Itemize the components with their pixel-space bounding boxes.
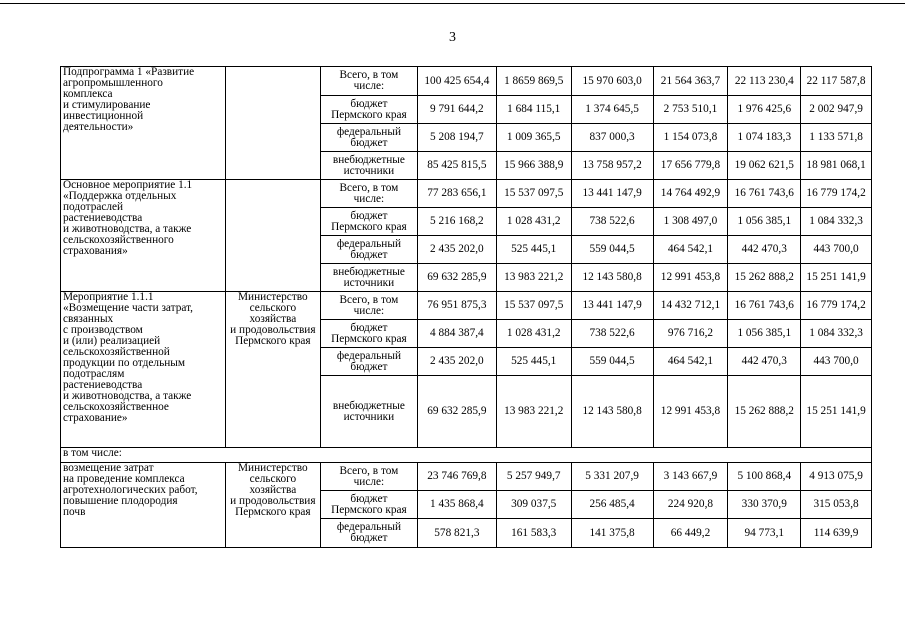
value-cell: 21 564 363,7: [653, 67, 728, 96]
funding-source-cell: федеральный бюджет: [320, 236, 417, 264]
funding-source-cell: внебюджетные источники: [320, 376, 417, 448]
value-cell: 69 632 285,9: [417, 376, 496, 448]
value-cell: 15 966 388,9: [496, 152, 571, 180]
item-name-cell: Подпрограмма 1 «Развитие агропромышленного комплекса и стимулирование инвестиционной деятельности»: [61, 67, 226, 180]
value-cell: 22 113 230,4: [728, 67, 801, 96]
value-cell: 1 154 073,8: [653, 124, 728, 152]
value-cell: 976 716,2: [653, 320, 728, 348]
value-cell: 2 753 510,1: [653, 96, 728, 124]
table-row: [61, 180, 872, 208]
executor-cell: [225, 180, 320, 292]
value-cell: 443 700,0: [801, 348, 872, 376]
value-cell: 161 583,3: [496, 519, 571, 548]
value-cell: 1 976 425,6: [728, 96, 801, 124]
value-cell: 16 761 743,6: [728, 180, 801, 208]
value-cell: 309 037,5: [496, 491, 571, 519]
value-cell: 85 425 815,5: [417, 152, 496, 180]
value-cell: 1 028 431,2: [496, 320, 571, 348]
value-cell: 14 764 492,9: [653, 180, 728, 208]
value-cell: 224 920,8: [653, 491, 728, 519]
value-cell: 578 821,3: [417, 519, 496, 548]
value-cell: 464 542,1: [653, 236, 728, 264]
value-cell: 23 746 769,8: [417, 463, 496, 491]
value-cell: 443 700,0: [801, 236, 872, 264]
value-cell: 16 779 174,2: [801, 292, 872, 320]
including-row: [61, 448, 872, 463]
executor-cell: [225, 67, 320, 180]
value-cell: 1 074 183,3: [728, 124, 801, 152]
value-cell: 2 002 947,9: [801, 96, 872, 124]
value-cell: 464 542,1: [653, 348, 728, 376]
value-cell: 9 791 644,2: [417, 96, 496, 124]
value-cell: 442 470,3: [728, 236, 801, 264]
value-cell: 12 143 580,8: [571, 264, 653, 292]
value-cell: 22 117 587,8: [801, 67, 872, 96]
value-cell: 2 435 202,0: [417, 348, 496, 376]
value-cell: 738 522,6: [571, 208, 653, 236]
value-cell: 1 084 332,3: [801, 208, 872, 236]
value-cell: 141 375,8: [571, 519, 653, 548]
value-cell: 2 435 202,0: [417, 236, 496, 264]
value-cell: 13 983 221,2: [496, 264, 571, 292]
value-cell: 5 257 949,7: [496, 463, 571, 491]
value-cell: 13 983 221,2: [496, 376, 571, 448]
value-cell: 1 084 332,3: [801, 320, 872, 348]
table-row: [61, 292, 872, 320]
value-cell: 738 522,6: [571, 320, 653, 348]
value-cell: 100 425 654,4: [417, 67, 496, 96]
value-cell: 12 143 580,8: [571, 376, 653, 448]
value-cell: 15 537 097,5: [496, 292, 571, 320]
value-cell: 77 283 656,1: [417, 180, 496, 208]
value-cell: 18 981 068,1: [801, 152, 872, 180]
funding-source-cell: бюджет Пермского края: [320, 208, 417, 236]
value-cell: 114 639,9: [801, 519, 872, 548]
funding-source-cell: Всего, в том числе:: [320, 67, 417, 96]
funding-table: [60, 66, 872, 548]
funding-source-cell: внебюджетные источники: [320, 264, 417, 292]
value-cell: 69 632 285,9: [417, 264, 496, 292]
value-cell: 525 445,1: [496, 236, 571, 264]
value-cell: 76 951 875,3: [417, 292, 496, 320]
value-cell: 5 208 194,7: [417, 124, 496, 152]
funding-source-cell: внебюджетные источники: [320, 152, 417, 180]
funding-source-cell: Всего, в том числе:: [320, 463, 417, 491]
value-cell: 5 100 868,4: [728, 463, 801, 491]
value-cell: 15 970 603,0: [571, 67, 653, 96]
item-name-cell: Основное мероприятие 1.1 «Поддержка отдельных подотраслей растениеводства и животноводства, а также сельскохозяйственного страхования»: [61, 180, 226, 292]
value-cell: 12 991 453,8: [653, 264, 728, 292]
table-row: [61, 67, 872, 96]
value-cell: 15 262 888,2: [728, 264, 801, 292]
funding-source-cell: бюджет Пермского края: [320, 491, 417, 519]
top-rule: [0, 3, 905, 4]
value-cell: 16 761 743,6: [728, 292, 801, 320]
funding-source-cell: федеральный бюджет: [320, 519, 417, 548]
funding-source-cell: бюджет Пермского края: [320, 96, 417, 124]
value-cell: 16 779 174,2: [801, 180, 872, 208]
table-body: [61, 67, 872, 548]
value-cell: 256 485,4: [571, 491, 653, 519]
value-cell: 66 449,2: [653, 519, 728, 548]
value-cell: 12 991 453,8: [653, 376, 728, 448]
value-cell: 19 062 621,5: [728, 152, 801, 180]
page-number: 3: [449, 30, 456, 45]
value-cell: 442 470,3: [728, 348, 801, 376]
value-cell: 1 028 431,2: [496, 208, 571, 236]
value-cell: 1 435 868,4: [417, 491, 496, 519]
value-cell: 559 044,5: [571, 236, 653, 264]
value-cell: 15 251 141,9: [801, 264, 872, 292]
value-cell: 1 009 365,5: [496, 124, 571, 152]
value-cell: 559 044,5: [571, 348, 653, 376]
value-cell: 13 758 957,2: [571, 152, 653, 180]
value-cell: 15 251 141,9: [801, 376, 872, 448]
value-cell: 14 432 712,1: [653, 292, 728, 320]
value-cell: 330 370,9: [728, 491, 801, 519]
executor-cell: Министерство сельского хозяйства и продовольствия Пермского края: [225, 292, 320, 448]
value-cell: 15 537 097,5: [496, 180, 571, 208]
value-cell: 1 056 385,1: [728, 208, 801, 236]
funding-source-cell: федеральный бюджет: [320, 348, 417, 376]
executor-cell: Министерство сельского хозяйства и продовольствия Пермского края: [225, 463, 320, 548]
funding-source-cell: Всего, в том числе:: [320, 180, 417, 208]
value-cell: 1 308 497,0: [653, 208, 728, 236]
including-label: в том числе:: [61, 448, 872, 463]
value-cell: 94 773,1: [728, 519, 801, 548]
value-cell: 15 262 888,2: [728, 376, 801, 448]
value-cell: 5 216 168,2: [417, 208, 496, 236]
value-cell: 3 143 667,9: [653, 463, 728, 491]
value-cell: 17 656 779,8: [653, 152, 728, 180]
table-row: [61, 463, 872, 491]
value-cell: 1 056 385,1: [728, 320, 801, 348]
value-cell: 5 331 207,9: [571, 463, 653, 491]
value-cell: 837 000,3: [571, 124, 653, 152]
value-cell: 1 374 645,5: [571, 96, 653, 124]
value-cell: 13 441 147,9: [571, 180, 653, 208]
value-cell: 4 913 075,9: [801, 463, 872, 491]
value-cell: 4 884 387,4: [417, 320, 496, 348]
value-cell: 315 053,8: [801, 491, 872, 519]
value-cell: 13 441 147,9: [571, 292, 653, 320]
funding-source-cell: Всего, в том числе:: [320, 292, 417, 320]
funding-source-cell: бюджет Пермского края: [320, 320, 417, 348]
value-cell: 1 8659 869,5: [496, 67, 571, 96]
value-cell: 1 133 571,8: [801, 124, 872, 152]
value-cell: 525 445,1: [496, 348, 571, 376]
item-name-cell: возмещение затрат на проведение комплекса агротехнологических работ, повышение плодородия почв: [61, 463, 226, 548]
item-name-cell: Мероприятие 1.1.1 «Возмещение части затрат, связанных с производством и (или) реализацией сельскохозяйственной продукции по отдельным подотраслям растениеводства и животноводства, а также сельскохозяйственное страхование»: [61, 292, 226, 448]
value-cell: 1 684 115,1: [496, 96, 571, 124]
funding-source-cell: федеральный бюджет: [320, 124, 417, 152]
